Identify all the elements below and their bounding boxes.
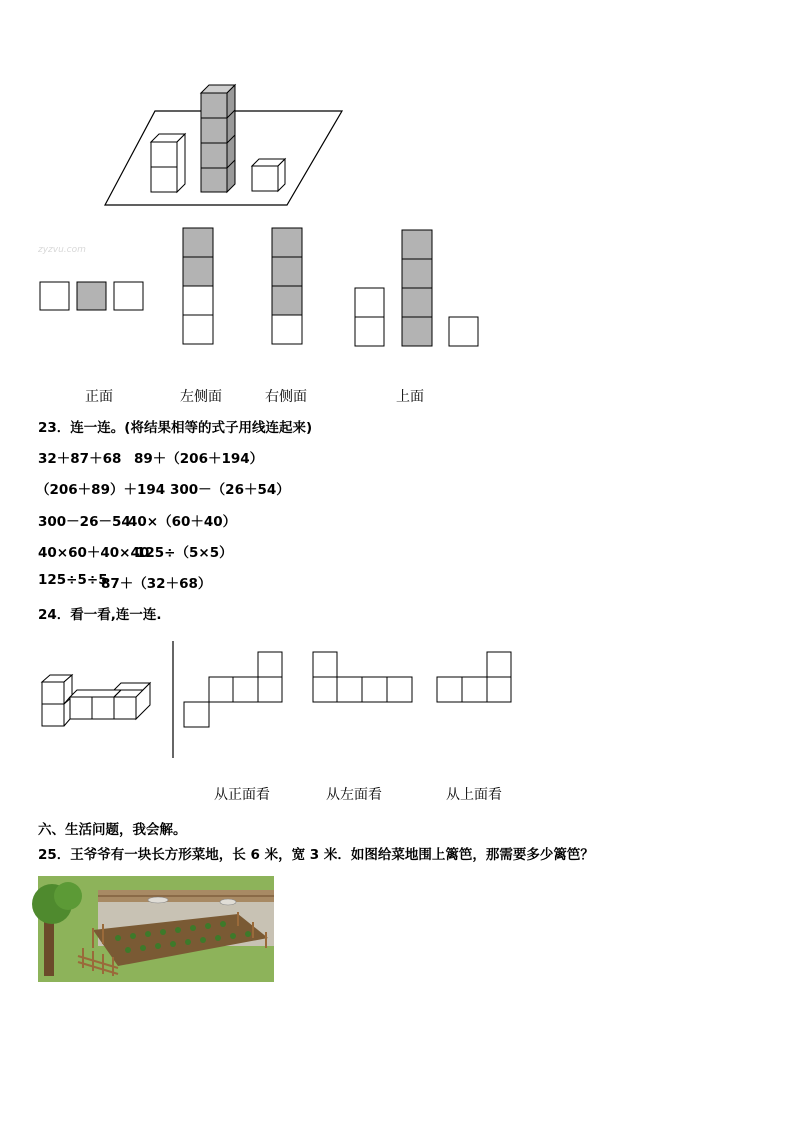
section6-title: 六、生活问题，我会解。 — [38, 822, 187, 838]
q24-view-c — [437, 652, 511, 702]
q23-row-4-right: 125÷（5×5） — [136, 545, 233, 561]
q24-label-front: 从正面看 — [214, 787, 270, 803]
q23-row-4-left: 40×60＋40×40 — [38, 545, 150, 561]
q23-row-3-left: 300－26－54 — [38, 514, 131, 530]
q24-label-top: 从上面看 — [446, 787, 502, 803]
q23-row-2-left: （206＋89）＋194 — [36, 482, 166, 498]
watermark: zyzvu.com — [38, 245, 86, 255]
q23-title: 23．连一连。(将结果相等的式子用线连起来) — [38, 420, 313, 436]
label-front: 正面 — [85, 389, 113, 405]
q24-label-left: 从左面看 — [326, 787, 382, 803]
q23-row-2-right: 300－（26＋54） — [170, 482, 290, 498]
q24-solid — [42, 675, 150, 726]
q25-title: 25．王爷爷有一块长方形菜地，长 6 米，宽 3 米．如图给菜地围上篱笆，那需要多少篱笆？ — [38, 847, 594, 863]
vegetable-garden-illustration — [38, 876, 274, 982]
q23-row-1-left: 32＋87＋68 — [38, 451, 122, 467]
q23-row-1-right: 89＋（206＋194） — [134, 451, 264, 467]
label-right-side: 右侧面 — [265, 389, 307, 405]
label-left-side: 左侧面 — [180, 389, 222, 405]
q24-title: 24．看一看,连一连. — [38, 607, 162, 623]
label-top: 上面 — [396, 389, 424, 405]
q23-row-5-right: 87＋（32＋68） — [101, 576, 212, 592]
q24-view-a — [184, 652, 282, 727]
q23-row-5-left: 125÷5÷5 — [38, 572, 108, 588]
q23-row-3-right: 40×（60＋40） — [128, 514, 237, 530]
q24-view-b — [313, 652, 412, 702]
